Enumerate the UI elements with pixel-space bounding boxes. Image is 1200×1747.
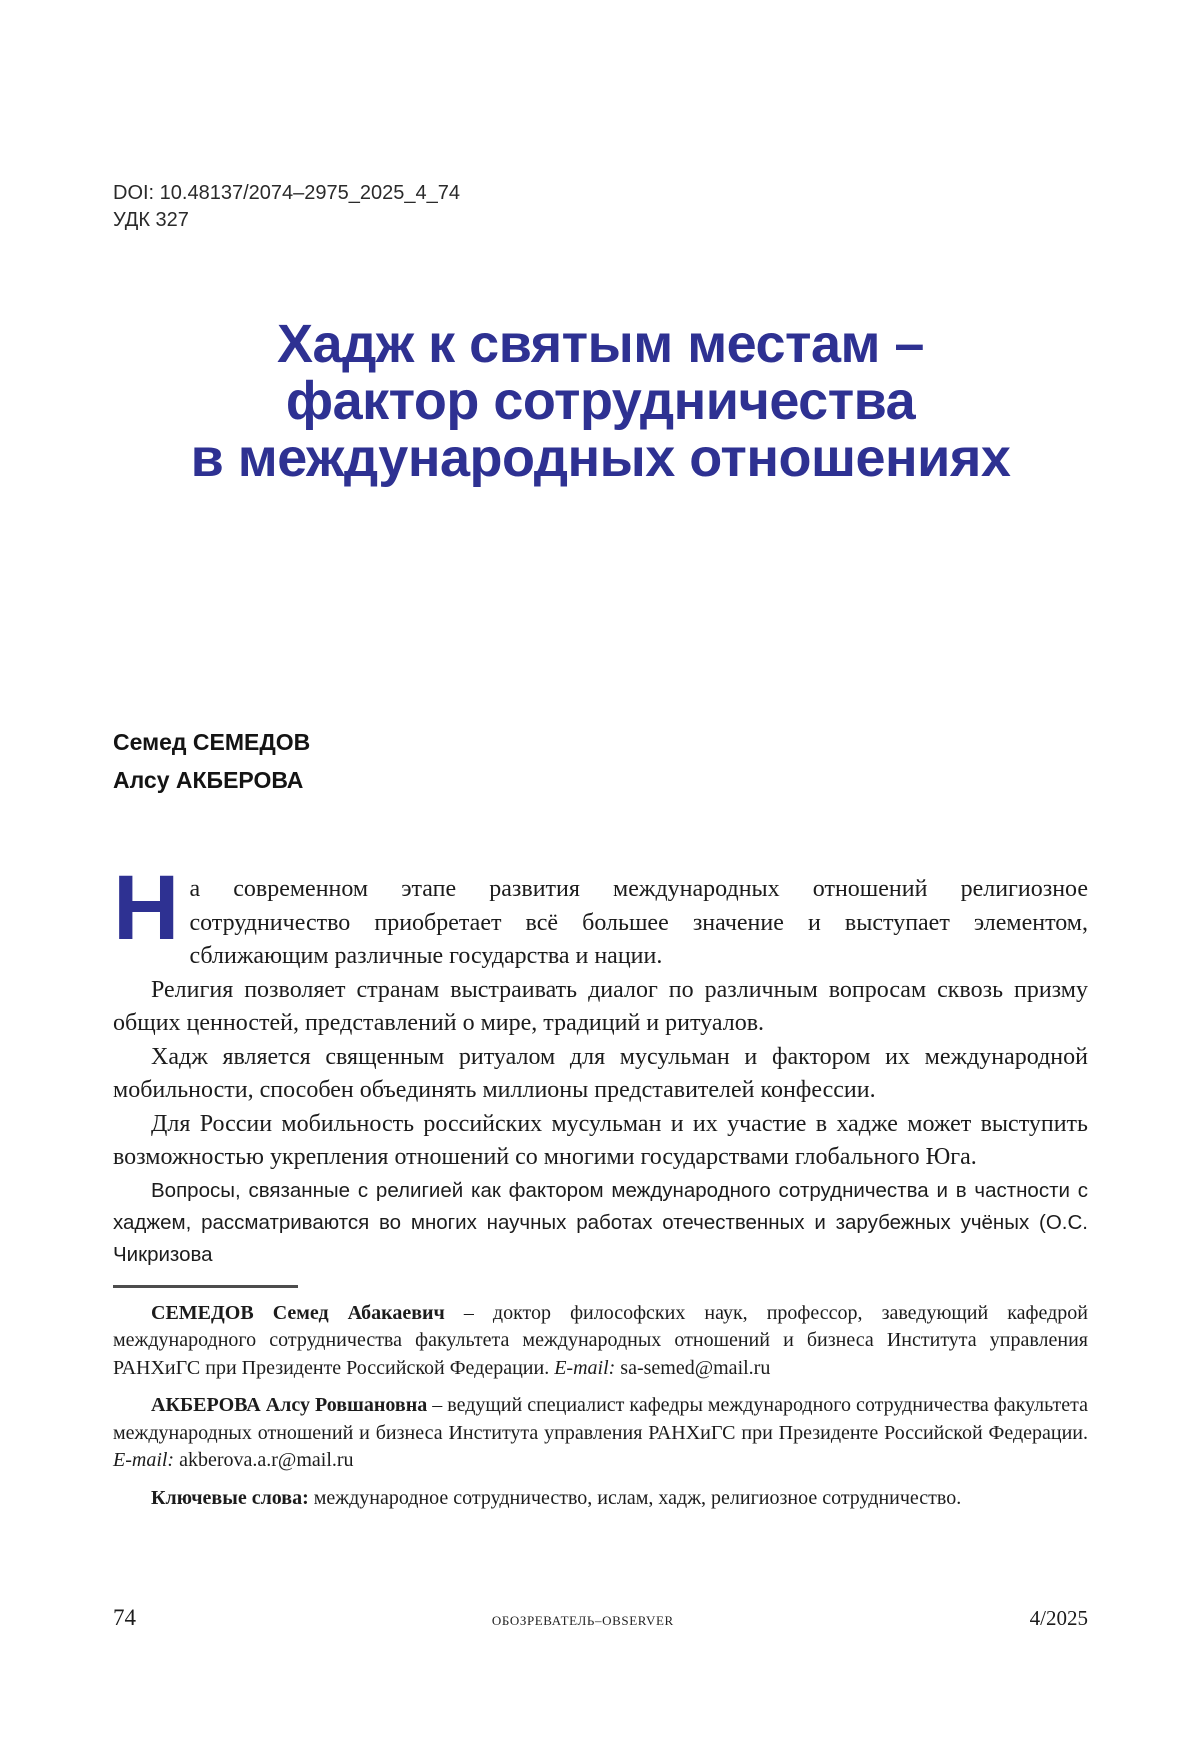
page-footer xyxy=(113,1605,1088,1747)
udk-line: УДК 327 xyxy=(113,209,189,231)
footnote-1-text: – доктор философских наук, профессор, заведующий кафедрой международного сотрудничества факультета международных отношений и бизнеса Института управления РАНХиГС при Президенте Российской Федерации. xyxy=(113,1301,1088,1379)
article-title-line-1: Хадж к святым местам – xyxy=(277,314,924,374)
doi-line: DOI: 10.48137/2074–2975_2025_4_74 xyxy=(113,182,460,204)
author-name-2: Алсу АКБЕРОВА xyxy=(113,767,304,793)
footnote-1-email-label: E-mail: xyxy=(554,1356,616,1379)
footnote-separator xyxy=(113,1285,298,1288)
body-paragraph-1-text: а современном этапе развития международных отношений религиозное сотрудничество приобретает всё большее значение и выступает элементом, сближающим различные государства и нации. xyxy=(189,876,1088,969)
intro-note xyxy=(113,1175,1088,1271)
footnotes-block xyxy=(113,1300,1088,1523)
intro-note-paragraph: Вопросы, связанные с религией как фактором международного сотрудничества и в частности с хаджем, рассматриваются во многих научных работах отечественных и зарубежных учёных (О.С. Чикризова xyxy=(113,1178,1088,1266)
body-paragraph-2: Религия позволяет странам выстраивать диалог по различным вопросам сквозь призму общих ценностей, представлений о мире, традиций и ритуалов. xyxy=(113,976,1088,1036)
footnote-1-email: sa-semed@mail.ru xyxy=(615,1356,771,1379)
body-paragraph-4: Для России мобильность российских мусульман и их участие в хадже может выступить возможностью укрепления отношений со многими государствами глобального Юга. xyxy=(113,1110,1088,1170)
footnote-2-text: – ведущий специалист кафедры международного сотрудничества факультета международных отношений и бизнеса Института управления РАНХиГС при Президенте Российской Федерации. xyxy=(113,1394,1089,1444)
authors-block xyxy=(113,723,1088,799)
footnote-1-name: СЕМЕДОВ Семед Абакаевич xyxy=(151,1301,445,1324)
article-title xyxy=(113,316,1088,487)
keywords-line xyxy=(113,1485,1088,1513)
footnote-author-2 xyxy=(113,1392,1088,1475)
article-meta xyxy=(113,180,1088,234)
issue-number: 4/2025 xyxy=(1029,1606,1088,1630)
dropcap-letter: Н xyxy=(113,857,180,959)
footnote-author-1 xyxy=(113,1300,1088,1383)
keywords-label: Ключевые слова: xyxy=(151,1486,309,1509)
body-paragraph-3: Хадж является священным ритуалом для мусульман и фактором их международной мобильности, способен объединять миллионы представителей конфессии. xyxy=(113,1043,1088,1103)
page-number: 74 xyxy=(113,1605,136,1630)
article-body xyxy=(113,857,1088,1175)
footnote-2-email: akberova.a.r@mail.ru xyxy=(174,1449,354,1471)
footnote-2-email-label: E-mail: xyxy=(113,1449,175,1471)
journal-name: ОБОЗРЕВАТЕЛЬ–OBSERVER xyxy=(491,1613,674,1628)
article-title-line-2: фактор сотрудничества xyxy=(285,371,916,431)
keywords-text: международное сотрудничество, ислам, хадж, религиозное сотрудничество. xyxy=(308,1486,962,1509)
author-name-1: Семед СЕМЕДОВ xyxy=(113,729,311,755)
article-title-line-3: в международных отношениях xyxy=(190,428,1011,488)
body-paragraph-1 xyxy=(113,857,1088,974)
footnote-2-name: АКБЕРОВА Алсу Ровшановна xyxy=(151,1394,428,1416)
